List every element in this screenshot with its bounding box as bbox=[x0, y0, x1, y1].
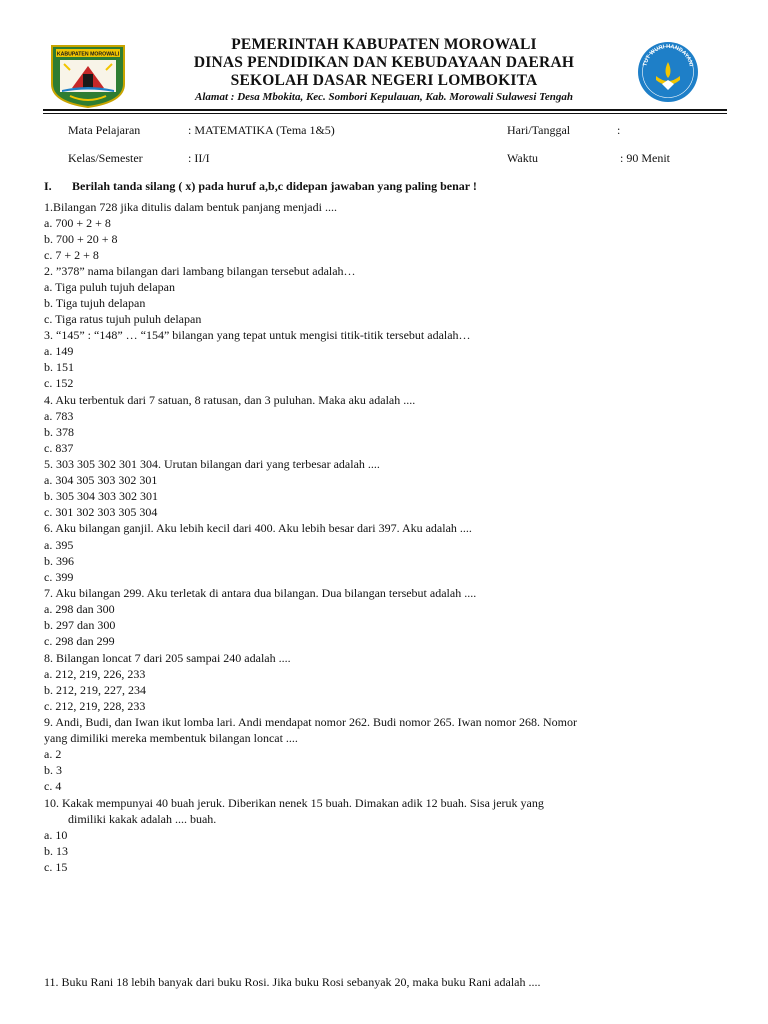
question-line: 3. “145” : “148” … “154” bilangan yang tepat untuk mengisi titik-titik tersebut adalah… bbox=[44, 328, 471, 342]
question-line: 1.Bilangan 728 jika ditulis dalam bentuk panjang menjadi .... bbox=[44, 200, 337, 214]
option-line: c. Tiga ratus tujuh puluh delapan bbox=[44, 312, 202, 326]
option-line: b. 700 + 20 + 8 bbox=[44, 232, 118, 246]
option-line: a. 149 bbox=[44, 344, 74, 358]
option-line: a. 2 bbox=[44, 747, 62, 761]
option-line: b. 212, 219, 227, 234 bbox=[44, 683, 146, 697]
subject-label: Mata Pelajaran bbox=[68, 123, 141, 137]
header-rule-thin bbox=[43, 113, 727, 114]
option-line: c. 298 dan 299 bbox=[44, 634, 115, 648]
question-line: 5. 303 305 302 301 304. Urutan bilangan dari yang terbesar adalah .... bbox=[44, 457, 380, 471]
day-value: : bbox=[617, 123, 621, 137]
option-line: a. 304 305 303 302 301 bbox=[44, 473, 158, 487]
department-name: DINAS PENDIDIKAN DAN KEBUDAYAAN DAERAH bbox=[193, 54, 575, 71]
option-line: b. 151 bbox=[44, 360, 74, 374]
class-label: Kelas/Semester bbox=[68, 151, 143, 165]
option-line: c. 15 bbox=[44, 860, 68, 874]
question-line: 11. Buku Rani 18 lebih banyak dari buku Rosi. Jika buku Rosi sebanyak 20, maka buku Rani adalah .... bbox=[44, 975, 541, 989]
time-value: : 90 Menit bbox=[620, 151, 670, 165]
question-line-continued: dimiliki kakak adalah .... buah. bbox=[68, 812, 217, 826]
option-line: b. 13 bbox=[44, 844, 68, 858]
option-line: b. Tiga tujuh delapan bbox=[44, 296, 146, 310]
option-line: a. 700 + 2 + 8 bbox=[44, 216, 111, 230]
option-line: b. 396 bbox=[44, 554, 74, 568]
question-line: 10. Kakak mempunyai 40 buah jeruk. Diberikan nenek 15 buah. Dimakan adik 12 buah. Sisa jeruk yang bbox=[44, 796, 544, 810]
logo-left-label: KABUPATEN MOROWALI bbox=[56, 51, 120, 58]
question-line: 9. Andi, Budi, dan Iwan ikut lomba lari. Andi mendapat nomor 262. Budi nomor 265. Iwan nomor 268. Nomor bbox=[44, 715, 577, 729]
option-line: b. 297 dan 300 bbox=[44, 618, 116, 632]
question-line-continued: yang dimiliki mereka membentuk bilangan loncat .... bbox=[44, 731, 298, 745]
time-label: Waktu bbox=[507, 151, 539, 165]
option-line: a. 783 bbox=[44, 409, 74, 423]
school-address: Alamat : Desa Mbokita, Kec. Sombori Kepulauan, Kab. Morowali Sulawesi Tengah bbox=[195, 91, 573, 103]
question-line: 2. ”378” nama bilangan dari lambang bilangan tersebut adalah… bbox=[44, 264, 356, 278]
option-line: a. 298 dan 300 bbox=[44, 602, 115, 616]
option-line: b. 378 bbox=[44, 425, 74, 439]
question-line: 4. Aku terbentuk dari 7 satuan, 8 ratusan, dan 3 puluhan. Maka aku adalah .... bbox=[44, 393, 416, 407]
section-instruction: Berilah tanda silang ( x) pada huruf a,b,c didepan jawaban yang paling benar ! bbox=[72, 179, 477, 193]
question-line: 8. Bilangan loncat 7 dari 205 sampai 240 adalah .... bbox=[44, 651, 291, 665]
logo-right-label: TUT WURI HANDAYANI bbox=[642, 43, 694, 67]
option-line: c. 212, 219, 228, 233 bbox=[44, 699, 146, 713]
section-heading bbox=[44, 179, 477, 194]
header-rule-thick bbox=[43, 109, 727, 111]
option-line: c. 4 bbox=[44, 779, 62, 793]
option-line: c. 837 bbox=[44, 441, 74, 455]
option-line: c. 301 302 303 305 304 bbox=[44, 505, 158, 519]
section-number: I. bbox=[44, 179, 52, 193]
option-line: c. 7 + 2 + 8 bbox=[44, 248, 99, 262]
question-line: 6. Aku bilangan ganjil. Aku lebih kecil dari 400. Aku lebih besar dari 397. Aku adalah .... bbox=[44, 521, 472, 535]
class-value: : II/I bbox=[188, 151, 210, 165]
school-name: SEKOLAH DASAR NEGERI LOMBOKITA bbox=[230, 72, 538, 89]
option-line: a. 395 bbox=[44, 538, 74, 552]
option-line: b. 3 bbox=[44, 763, 62, 777]
option-line: a. 10 bbox=[44, 828, 68, 842]
option-line: c. 399 bbox=[44, 570, 74, 584]
question-line: 7. Aku bilangan 299. Aku terletak di antara dua bilangan. Dua bilangan tersebut adalah .... bbox=[44, 586, 477, 600]
option-line: a. Tiga puluh tujuh delapan bbox=[44, 280, 175, 294]
government-name: PEMERINTAH KABUPATEN MOROWALI bbox=[231, 36, 537, 53]
subject-value: : MATEMATIKA (Tema 1&5) bbox=[188, 123, 335, 137]
option-line: c. 152 bbox=[44, 376, 74, 390]
option-line: a. 212, 219, 226, 233 bbox=[44, 667, 146, 681]
day-label: Hari/Tanggal bbox=[507, 123, 571, 137]
option-line: b. 305 304 303 302 301 bbox=[44, 489, 158, 503]
